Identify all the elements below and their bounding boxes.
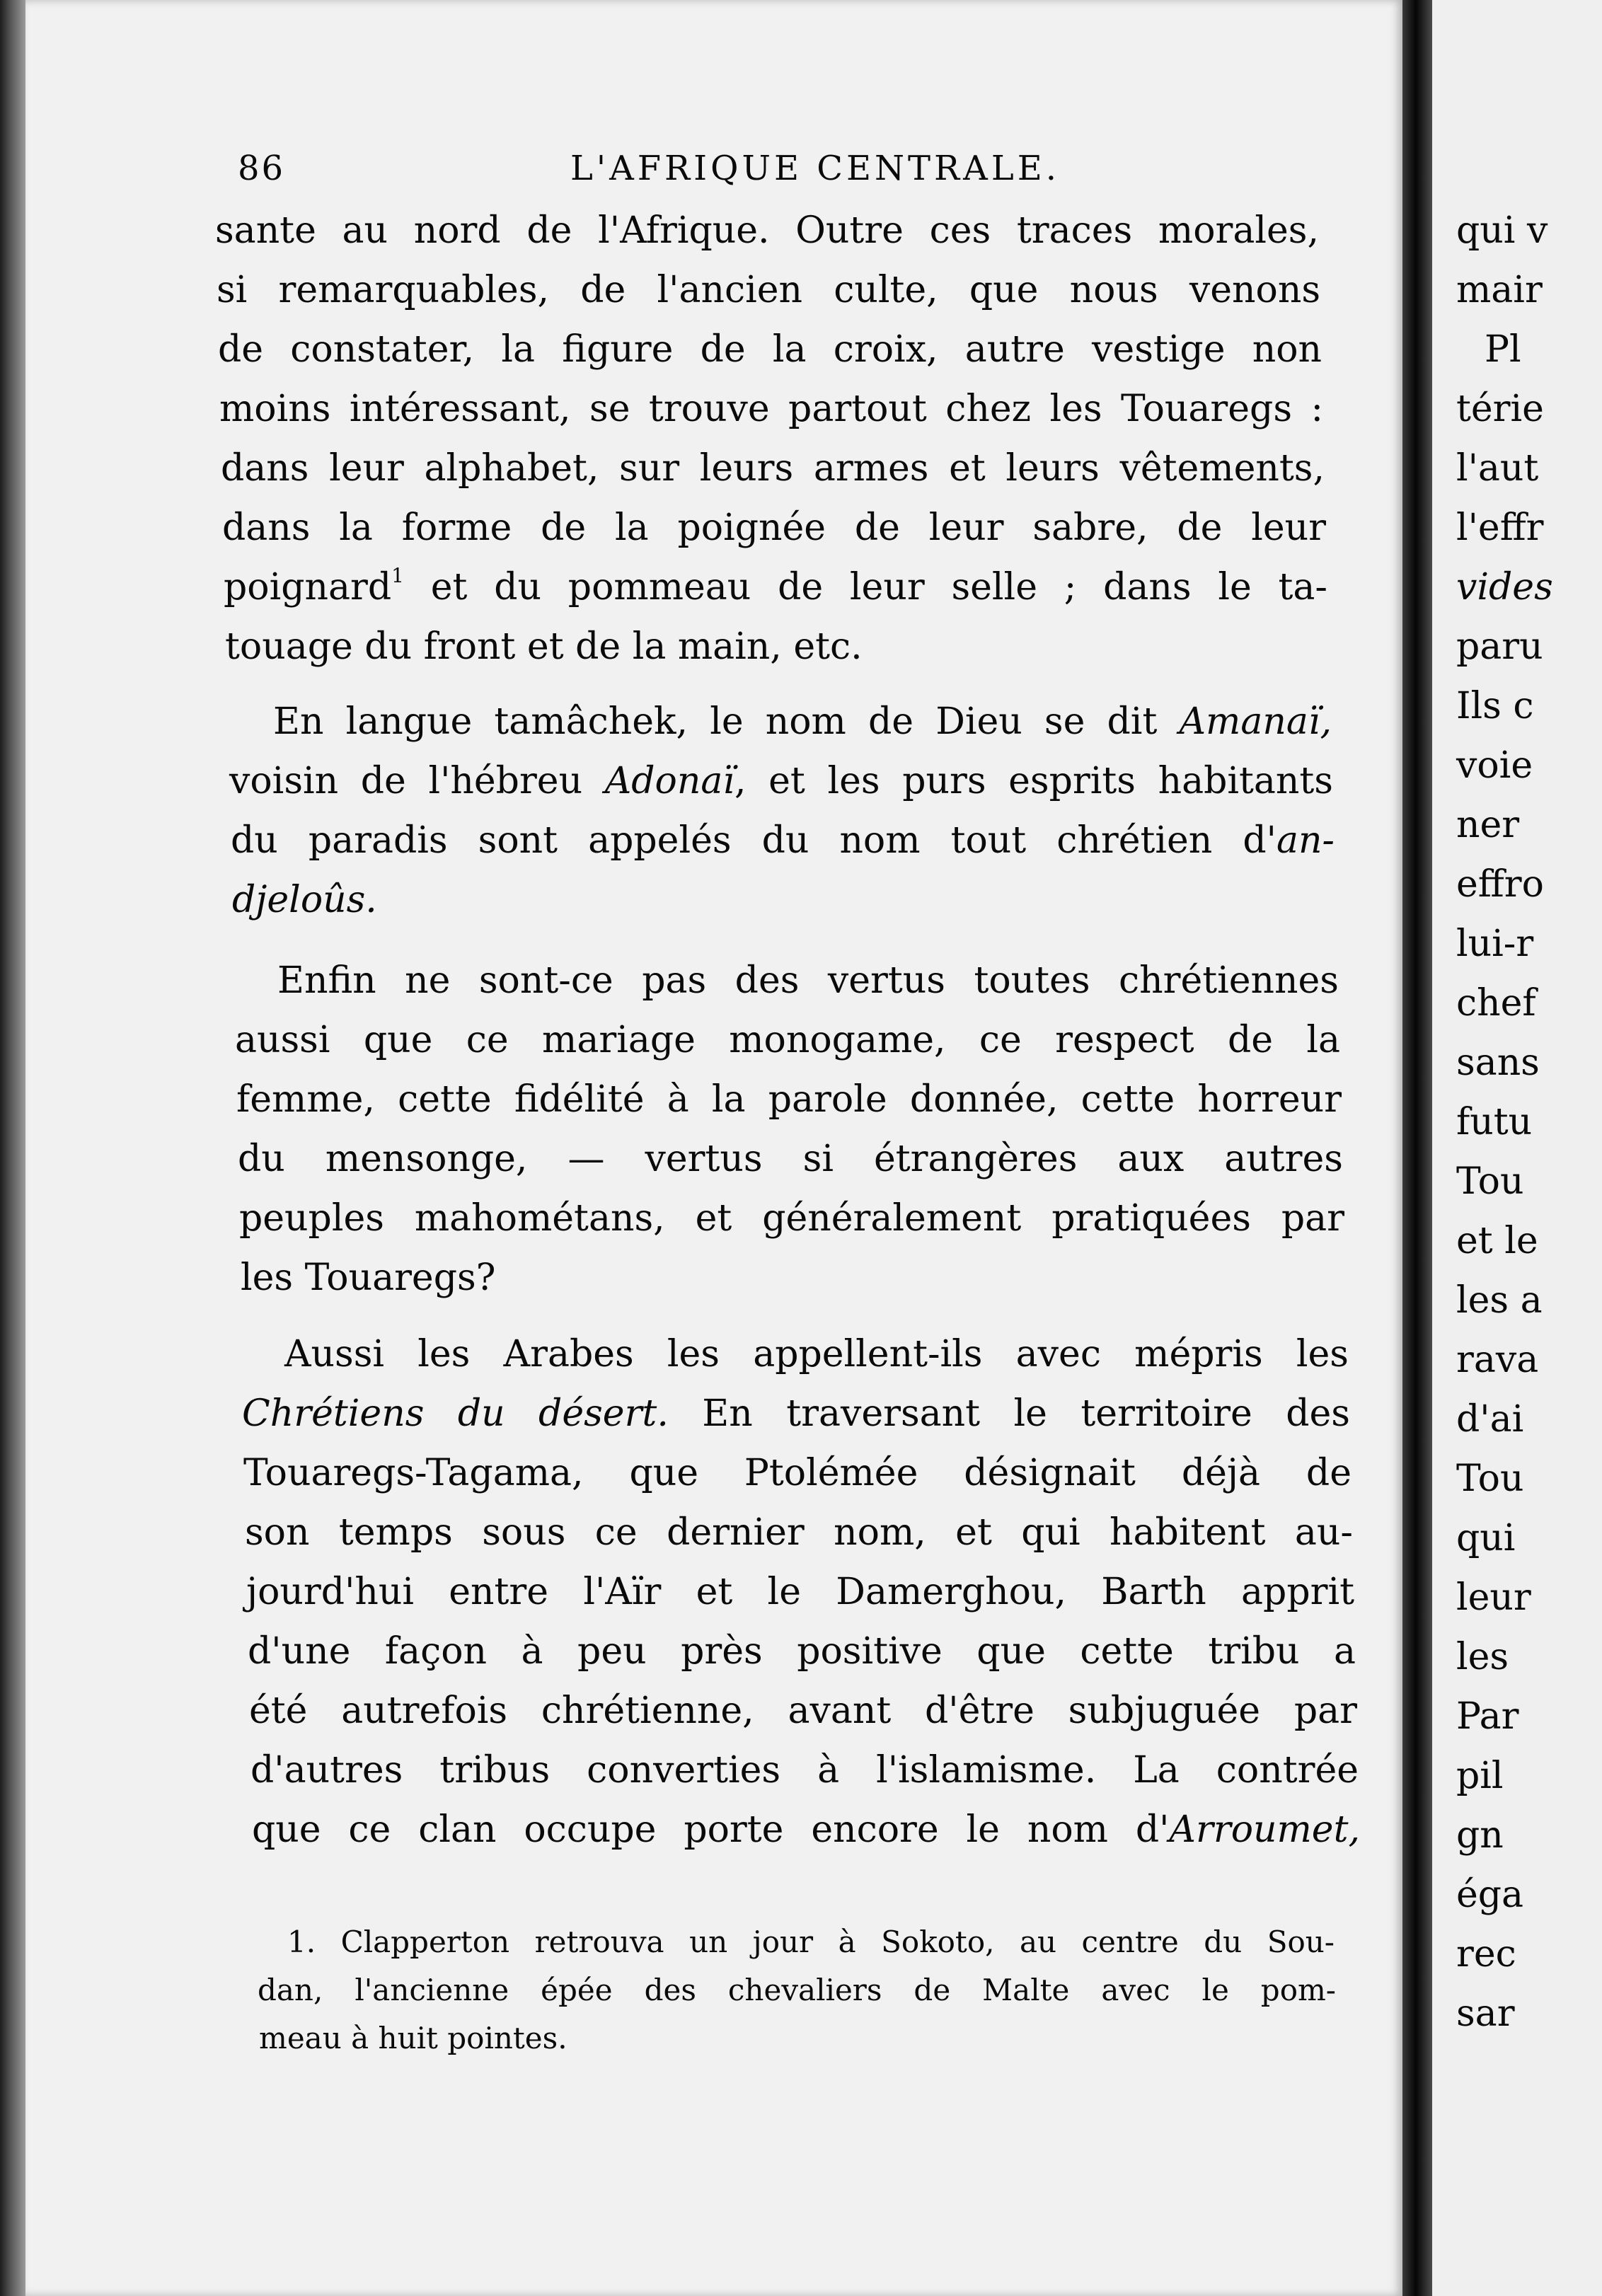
text-line: Enfin ne sont-ce pas des vertus toutes chrétiennes: [277, 959, 1339, 1002]
text-line: [229, 760, 1333, 802]
footnote-line: 1. Clapperton retrouva un jour à Sokoto, au centre du Sou-: [287, 1925, 1335, 1959]
facing-page-fragment: Tou: [1456, 1160, 1524, 1203]
text-fragment: , et les purs esprits habitants: [734, 760, 1333, 802]
text-fragment: que ce clan occupe porte encore le nom d': [252, 1808, 1170, 1851]
facing-page-fragment: l'aut: [1456, 447, 1539, 490]
text-line: d'une façon à peu près positive que cette tribu a: [248, 1630, 1356, 1673]
text-line: du mensonge, — vertus si étrangères aux autres: [238, 1138, 1343, 1180]
facing-page-fragment: mair: [1456, 269, 1543, 311]
facing-page-fragment: qui v: [1456, 209, 1548, 252]
text-line: son temps sous ce dernier nom, et qui habitent au-: [245, 1511, 1353, 1554]
italic-word: djeloûs.: [232, 879, 377, 921]
facing-page-fragment: chef: [1456, 982, 1536, 1025]
facing-page-fragment: sans: [1456, 1042, 1540, 1084]
facing-page-fragment: lui-r: [1456, 923, 1534, 965]
facing-page-fragment: futu: [1456, 1101, 1533, 1143]
text-fragment: du paradis sont appelés du nom tout chrétien d': [231, 819, 1277, 862]
facing-page-fragment: pil: [1456, 1755, 1504, 1797]
facing-page-fragment: et le: [1456, 1220, 1538, 1262]
book-gutter: [1402, 0, 1432, 2296]
text-line: d'autres tribus converties à l'islamisme. La contrée: [250, 1749, 1359, 1792]
text-line: les Touaregs?: [241, 1257, 496, 1299]
facing-page: [1432, 0, 1602, 2296]
left-book-edge: [0, 0, 28, 2296]
footnote-marker: 1: [391, 564, 404, 587]
facing-page-fragment: effro: [1456, 863, 1544, 906]
text-line: [231, 819, 1335, 862]
facing-page-fragment: les: [1456, 1636, 1509, 1678]
text-line: dans leur alphabet, sur leurs armes et leurs vêtements,: [221, 447, 1325, 490]
text-fragment: En langue tamâchek, le nom de Dieu se dit: [273, 700, 1180, 743]
facing-page-fragment: ner: [1456, 804, 1520, 846]
facing-page-fragment: les a: [1456, 1279, 1543, 1322]
facing-page-fragment: rec: [1456, 1933, 1516, 1975]
text-line: [224, 564, 1327, 608]
italic-word: Amanaï,: [1179, 700, 1332, 743]
facing-page-fragment: d'ai: [1456, 1398, 1524, 1441]
text-fragment: et du pommeau de leur selle ; dans le ta-: [403, 566, 1327, 608]
text-line: [252, 1808, 1360, 1851]
text-line: sante au nord de l'Afrique. Outre ces traces morales,: [215, 209, 1319, 252]
italic-word: Adonaï: [604, 760, 734, 802]
facing-page-fragment: vides: [1456, 566, 1553, 608]
text-line: touage du front et de la main, etc.: [225, 625, 863, 668]
page-number: 86: [238, 149, 286, 188]
italic-word: Arroumet,: [1169, 1808, 1360, 1851]
text-line: [232, 879, 1336, 921]
facing-page-fragment: voie: [1456, 744, 1533, 787]
text-line: été autrefois chrétienne, avant d'être subjuguée par: [249, 1690, 1357, 1732]
facing-page-fragment: éga: [1456, 1874, 1524, 1916]
text-line: [273, 700, 1332, 743]
facing-page-fragment: qui: [1456, 1517, 1516, 1559]
running-title: L'AFRIQUE CENTRALE.: [570, 149, 1060, 188]
text-line: dans la forme de la poignée de leur sabre, de leur: [222, 507, 1326, 549]
facing-page-fragment: Ils c: [1456, 685, 1534, 727]
text-line: [242, 1392, 1350, 1435]
text-line: Aussi les Arabes les appellent-ils avec mépris les: [284, 1333, 1349, 1375]
italic-word: Chrétiens du désert.: [242, 1392, 669, 1435]
text-fragment: poignard: [224, 566, 392, 608]
text-line: femme, cette fidélité à la parole donnée, cette horreur: [236, 1078, 1342, 1121]
text-line: moins intéressant, se trouve partout chez les Touaregs :: [219, 388, 1323, 430]
facing-page-fragment: l'effr: [1456, 507, 1544, 549]
facing-page-fragment: Par: [1456, 1695, 1519, 1738]
facing-page-fragment: gn: [1456, 1814, 1504, 1857]
left-page: [25, 0, 1402, 2296]
facing-page-fragment: leur: [1456, 1576, 1531, 1619]
facing-page-fragment: sar: [1456, 1992, 1515, 2035]
facing-page-fragment: térie: [1456, 388, 1544, 430]
facing-page-fragment: rava: [1456, 1339, 1539, 1381]
footnote-line: dan, l'ancienne épée des chevaliers de Malte avec le pom-: [258, 1973, 1336, 2007]
facing-page-fragment: Pl: [1485, 328, 1521, 371]
running-head: [238, 149, 1342, 191]
text-line: Touaregs-Tagama, que Ptolémée désignait déjà de: [243, 1452, 1352, 1494]
text-line: de constater, la figure de la croix, autre vestige non: [218, 328, 1322, 371]
text-fragment: En traversant le territoire des: [668, 1392, 1350, 1435]
text-fragment: voisin de l'hébreu: [229, 760, 605, 802]
footnote-line: meau à huit pointes.: [259, 2021, 567, 2055]
facing-page-fragment: Tou: [1456, 1458, 1524, 1500]
text-line: aussi que ce mariage monogame, ce respect de la: [235, 1019, 1340, 1061]
text-line: jourd'hui entre l'Aïr et le Damerghou, Barth apprit: [246, 1571, 1354, 1613]
italic-word: an-: [1276, 819, 1335, 862]
text-line: si remarquables, de l'ancien culte, que nous venons: [217, 269, 1320, 311]
facing-page-fragment: paru: [1456, 625, 1543, 668]
text-line: peuples mahométans, et généralement pratiquées par: [239, 1197, 1344, 1240]
